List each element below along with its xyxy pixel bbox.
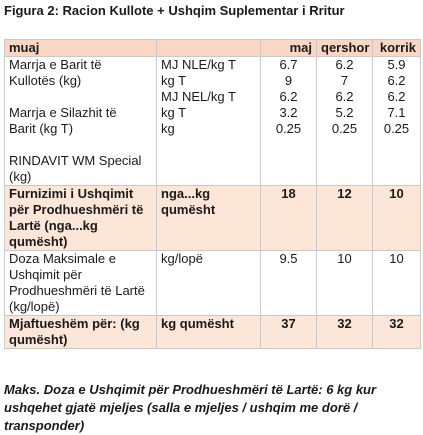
unit-cell: kg xyxy=(161,121,175,136)
sufficient-june: 32 xyxy=(317,316,373,349)
table-row-sufficient xyxy=(5,316,421,349)
label-rindavit-line1: RINDAVIT WM Special xyxy=(9,153,142,168)
max-dose-july: 10 xyxy=(373,251,421,316)
supply-july: 10 xyxy=(373,186,421,251)
supply-unit-text: nga...kg qumësht xyxy=(161,186,216,217)
value-cell: 6.2 xyxy=(387,89,406,104)
supply-june: 12 xyxy=(317,186,373,251)
sufficient-may: 37 xyxy=(261,316,317,349)
figure-title: Figura 2: Racion Kullote + Ushqim Suplementar i Rritur xyxy=(4,3,345,18)
header-month-july: korrik xyxy=(373,40,421,57)
value-cell: 7 xyxy=(340,73,349,88)
supply-label xyxy=(5,186,157,251)
value-cell: 6.2 xyxy=(335,89,354,104)
unit-cell: MJ NEL/kg T xyxy=(161,89,236,104)
value-cell: 0.25 xyxy=(275,121,302,136)
header-month-june: qershor xyxy=(317,40,373,57)
value-cell: 5.2 xyxy=(335,105,354,120)
value-cell: 3.2 xyxy=(279,105,298,120)
header-month-may: maj xyxy=(261,40,317,57)
unit-cell: MJ NLE/kg T xyxy=(161,57,236,72)
value-cell: 5.9 xyxy=(387,57,406,72)
value-cell: 6.2 xyxy=(387,73,406,88)
value-cell: 6.2 xyxy=(335,57,354,72)
label-silage-line2: Barit (kg T) xyxy=(9,121,74,136)
feed-intake-units xyxy=(157,57,261,186)
feed-intake-may xyxy=(261,57,317,186)
feed-intake-july xyxy=(373,57,421,186)
label-silage-line1: Marrja e Silazhit të xyxy=(9,105,117,120)
feed-intake-labels xyxy=(5,57,157,186)
label-rindavit-line2: (kg) xyxy=(9,169,32,184)
table-header-row xyxy=(5,40,421,57)
unit-cell: kg T xyxy=(161,105,187,120)
value-cell: 0.25 xyxy=(383,121,410,136)
header-label: muaj xyxy=(5,40,157,57)
table-row-feed-intake xyxy=(5,57,421,186)
table-row-max-dose xyxy=(5,251,421,316)
label-grass-line1: Marrja e Barit të xyxy=(9,57,102,72)
label-grass-line2: Kullotës (kg) xyxy=(9,73,82,88)
unit-cell: kg T xyxy=(161,73,187,88)
sufficient-label-text: Mjaftueshëm për: (kg qumësht) xyxy=(9,316,140,347)
sufficient-july: 32 xyxy=(373,316,421,349)
supply-label-text: Furnizimi i Ushqimit për Prodhueshmëri të Lartë (nga...kg qumësht) xyxy=(9,186,144,249)
supply-unit xyxy=(157,186,261,251)
value-cell: 0.25 xyxy=(331,121,358,136)
supply-may: 18 xyxy=(261,186,317,251)
table-row-supply xyxy=(5,186,421,251)
value-cell: 6.7 xyxy=(279,57,298,72)
max-dose-unit: kg/lopë xyxy=(157,251,261,316)
value-cell: 9 xyxy=(284,73,293,88)
ration-table xyxy=(4,39,421,349)
footnote: Maks. Doza e Ushqimit për Prodhueshmëri të Lartë: 6 kg kur ushqehet gjatë mjeljes (salla e mjeljes / ushqim me dorë / transponder) xyxy=(4,382,377,433)
max-dose-label-text: Doza Maksimale e Ushqimit për Prodhueshmëri të Lartë (kg/lopë) xyxy=(9,251,145,314)
sufficient-label xyxy=(5,316,157,349)
sufficient-unit: kg qumësht xyxy=(157,316,261,349)
max-dose-label xyxy=(5,251,157,316)
max-dose-may: 9.5 xyxy=(261,251,317,316)
value-cell: 6.2 xyxy=(279,89,298,104)
feed-intake-june xyxy=(317,57,373,186)
header-unit xyxy=(157,40,261,57)
value-cell: 7.1 xyxy=(387,105,406,120)
max-dose-june: 10 xyxy=(317,251,373,316)
